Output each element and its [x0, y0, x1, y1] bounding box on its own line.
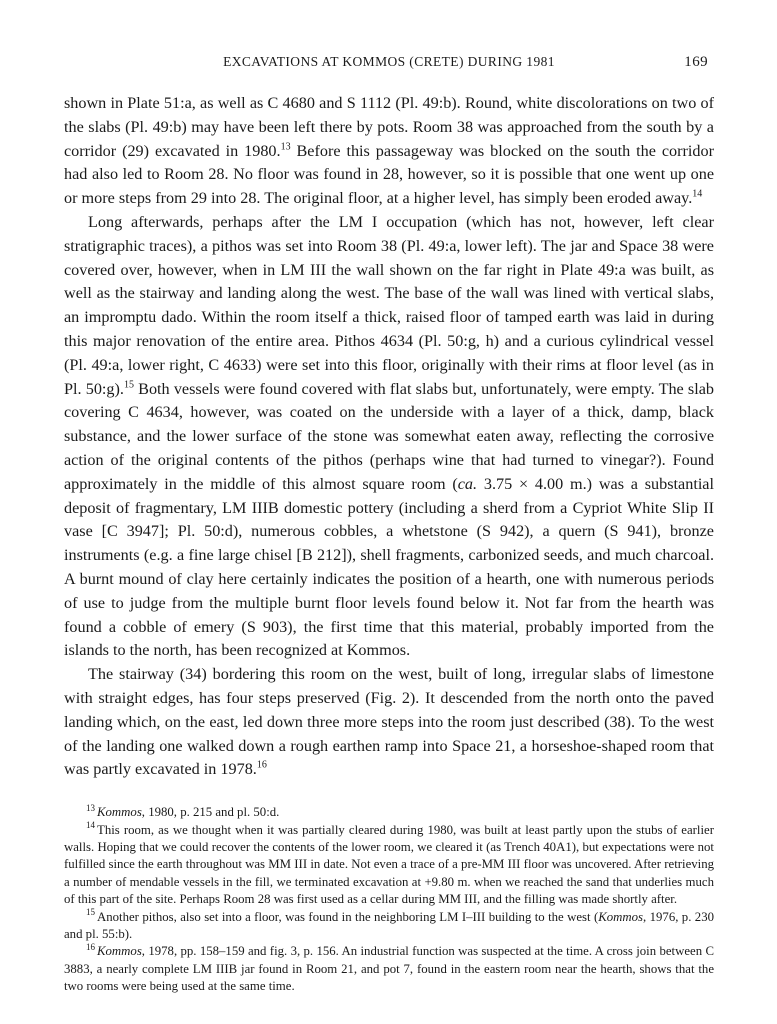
paragraph-2-text-c: 3.75 × 4.00 m.) was a substantial deposit of fragmentary, LM IIIB domestic pottery (including a sherd from a Cypriot White Slip II vase [C 3947]; Pl. 50:d), numerous cobbles, a whetstone (S 942), a quern (S 941), bronze instruments (e.g. a fine large chisel [B 212]), shell fragments, carbonized seeds, and much charcoal. A burnt mound of clay here certainly indicates the position of a hearth, one with numerous periods of use to judge from the multiple burnt floor levels found below it. Not far from the hearth was found a cobble of emery (S 903), the first time that this material, probably imported from the islands to the north, has been recognized at Kommos. [64, 474, 714, 660]
circa-abbrev: ca. [457, 474, 478, 493]
footnote-ref-15: 15 [123, 379, 134, 391]
paragraph-3-text-a: The stairway (34) bordering this room on the west, built of long, irregular slabs of limestone with straight edges, has four steps preserved (Fig. 2). It descended from the north onto the paved landing which, on the east, led down three more steps into the room just described (38). To the west of the landing one walked down a rough earthen ramp into Space 21, a horseshoe-shaped room that was partly excavated in 1978. [64, 665, 714, 779]
paragraph-2-text-b: Both vessels were found covered with flat slabs but, unfortunately, were empty. The slab covering C 4634, however, was coated on the underside with a layer of a thick, damp, black substance, and the lower surface of the stone was somewhat eaten away, reflecting the corrosive action of the original contents of the pithos (perhaps wine that had turned to vinegar?). Found approximately in the middle of this almost square room ( [64, 379, 715, 493]
footnote-15-mark: 15 [86, 907, 95, 918]
footnotes [64, 804, 714, 995]
paragraph-1-text-b: Before this passageway was blocked on the south the corridor had also led to Room 28. No floor was found in 28, however, so it is possible that one went up one or more steps from 29 into 28. The original floor, at a higher level, has simply been eroded away. [64, 141, 715, 208]
paragraph-1 [64, 92, 714, 211]
paragraph-2 [64, 211, 714, 663]
footnote-14 [64, 822, 714, 909]
body-text [64, 92, 714, 782]
footnote-14-text: This room, as we thought when it was partially cleared during 1980, was built at least partly upon the stubs of earlier walls. Hoping that we could recover the contents of the lower room, we cleared it (as Trench 40A1), but expectations were not fulfilled since the earth throughout was MM III in date. Not even a trace of a pre-MM III floor was uncovered. After retrieving a number of mendable vessels in the fill, we terminated excavation at +9.80 m. when we reached the sand that underlies much of this part of the site. Perhaps Room 28 was first used as a cellar during MM III, and the filling was made shortly after. [64, 822, 714, 907]
page-number: 169 [684, 54, 708, 70]
footnote-ref-14: 14 [692, 188, 703, 200]
footnote-16 [64, 943, 714, 995]
footnote-ref-13: 13 [280, 141, 291, 153]
footnote-13-journal: Kommos [97, 805, 142, 820]
footnote-ref-16: 16 [256, 759, 267, 771]
footnote-15-journal: Kommos [598, 909, 644, 924]
paragraph-1-text-a: shown in Plate 51:a, as well as C 4680 and S 1112 (Pl. 49:b). Round, white discolorations on two of the slabs (Pl. 49:b) may have been left there by pots. Room 38 was approached from the south by a corridor (29) excavated in 1980. [64, 94, 714, 160]
footnote-15-text: Another pithos, also set into a floor, was found in the neighboring LM I–III building to the west ( [97, 909, 599, 924]
footnote-15-text-2: , 1976, p. 230 and pl. 55:b). [64, 909, 714, 941]
footnote-16-mark: 16 [86, 942, 95, 953]
running-title: EXCAVATIONS AT KOMMOS (CRETE) DURING 1981 [223, 54, 555, 69]
running-head [64, 52, 714, 74]
footnote-13-mark: 13 [86, 802, 95, 813]
footnote-16-text: , 1978, pp. 158–159 and fig. 3, p. 156. An industrial function was suspected at the time. A cross join between C 3883, a nearly complete LM IIIB jar found in Room 21, and pot 7, found in the eastern room near the hearth, shows that the two rooms were being used at the same time. [64, 944, 714, 994]
footnote-16-journal: Kommos [97, 944, 142, 959]
footnote-14-mark: 14 [86, 820, 95, 831]
page [64, 52, 714, 996]
footnote-13-text: , 1980, p. 215 and pl. 50:d. [141, 805, 280, 820]
paragraph-2-text-a: Long afterwards, perhaps after the LM I occupation (which has not, however, left clear stratigraphic traces), a pithos was set into Room 38 (Pl. 49:a, lower left). The jar and Space 38 were covered over, however, when in LM III the wall shown on the far right in Plate 49:a was built, as well as the stairway and landing along the west. The base of the wall was lined with vertical slabs, an impromptu dado. Within the room itself a thick, raised floor of tamped earth was laid in during this major renovation of the entire area. Pithos 4634 (Pl. 50:g, h) and a curious cylindrical vessel (Pl. 49:a, lower right, C 4633) were set into this floor, originally with their rims at floor level (as in Pl. 50:g). [64, 212, 714, 398]
footnote-13 [64, 804, 714, 821]
footnote-15 [64, 909, 714, 944]
paragraph-3 [64, 663, 714, 782]
